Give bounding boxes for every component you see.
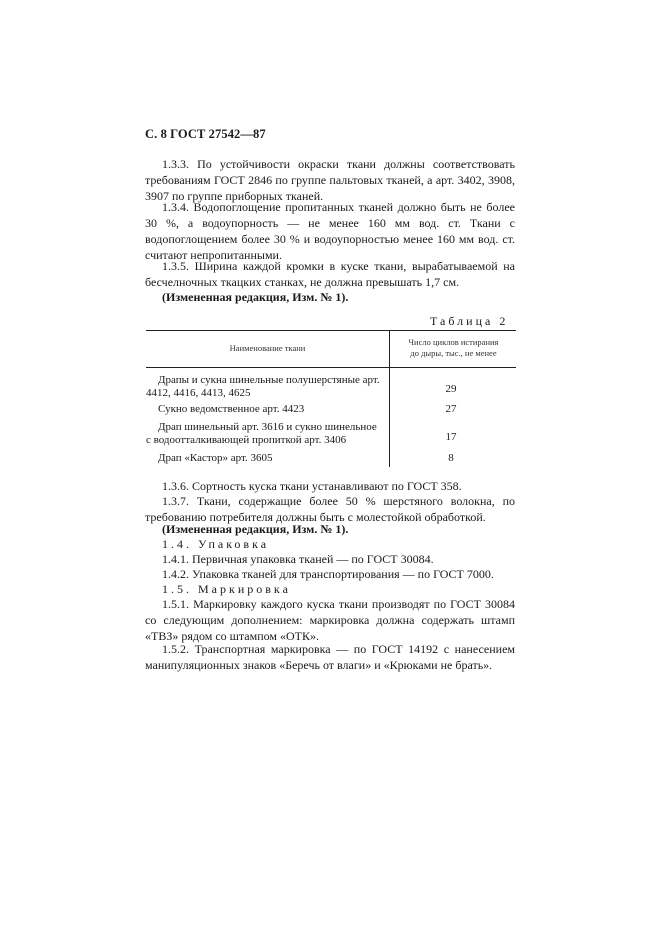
- paragraph-1-3-6: [145, 478, 515, 494]
- table-header-rule: [146, 367, 516, 368]
- row-value: 8: [448, 452, 454, 464]
- revision-text: (Измененная редакция, Изм. № 1).: [162, 290, 349, 304]
- paragraph-text: 1.3.4. Водопоглощение пропитанных тканей должно быть не более 30 %, а водоупорность — не менее 160 мм вод. ст. Ткани с водопоглощением более 30 % и водоупорностью менее 160 мм вод. ст. считают непропитанными.: [145, 200, 515, 262]
- row-name-line: Драпы и сукна шинельные полушерстяные арт.: [158, 374, 380, 386]
- paragraph-text: 1.3.6. Сортность куска ткани устанавливают по ГОСТ 358.: [162, 479, 462, 493]
- abrasion-table: [146, 330, 516, 468]
- table-row: [146, 452, 398, 465]
- row-name-line: с водоотталкивающей пропиткой арт. 3406: [146, 434, 347, 446]
- section-1-5-heading: [145, 581, 515, 597]
- table-header-cycles: [391, 337, 516, 359]
- row-name-line: Драп «Кастор» арт. 3605: [158, 452, 273, 464]
- paragraph-text: 1.4.1. Первичная упаковка тканей — по ГОСТ 30084.: [162, 552, 434, 566]
- row-value: 29: [445, 383, 457, 395]
- paragraph-1-5-2: [145, 641, 515, 673]
- table-header-name: Наименование ткани: [229, 343, 306, 353]
- table-row: [146, 403, 398, 416]
- table-caption: Таблица 2: [430, 314, 509, 328]
- row-value: 17: [445, 431, 457, 443]
- section-heading-text: 1.5. Маркировка: [162, 582, 291, 596]
- section-1-4-heading: [145, 536, 515, 552]
- table-row: [146, 421, 398, 447]
- row-name-line: Сукно ведомственное арт. 4423: [158, 403, 305, 415]
- revision-note: [145, 289, 515, 305]
- table-top-rule: [146, 330, 516, 331]
- paragraph-text: 1.3.5. Ширина каждой кромки в куске ткани, вырабатываемой на бесчелночных ткацких станках, не должна превышать 1,7 см.: [145, 259, 515, 289]
- header-line: Число циклов истирания: [408, 337, 499, 347]
- header-line: до дыры, тыс., не менее: [410, 348, 497, 358]
- paragraph-text: 1.5.1. Маркировку каждого куска ткани производят по ГОСТ 30084 со следующим дополнением: маркировка должна содержать штамп «ТВЗ» рядом со штампом «ОТК».: [145, 597, 515, 643]
- revision-note: [145, 521, 515, 537]
- table-row: [146, 374, 398, 400]
- paragraph-1-5-1: [145, 596, 515, 644]
- paragraph-1-4-1: [145, 551, 515, 567]
- row-value: 27: [445, 403, 457, 415]
- paragraph-text: 1.5.2. Транспортная маркировка — по ГОСТ 14192 с нанесением манипуляционных знаков «Беречь от влаги» и «Крюками не брать».: [145, 642, 515, 672]
- paragraph-1-3-4: [145, 199, 515, 263]
- section-heading-text: 1.4. Упаковка: [162, 537, 270, 551]
- row-name-line: 4412, 4416, 4413, 4625: [146, 387, 251, 399]
- paragraph-text: 1.3.3. По устойчивости окраски ткани должны соответствовать требованиям ГОСТ 2846 по группе пальтовых тканей, а арт. 3402, 3908, 3907 по группе приборных тканей.: [145, 157, 515, 203]
- paragraph-1-4-2: [145, 566, 515, 582]
- paragraph-text: 1.3.7. Ткани, содержащие более 50 % шерстяного волокна, по требованию потребителя должны быть с молестойкой обработкой.: [145, 494, 515, 524]
- paragraph-text: 1.4.2. Упаковка тканей для транспортирования — по ГОСТ 7000.: [162, 567, 494, 581]
- revision-text: (Измененная редакция, Изм. № 1).: [162, 522, 349, 536]
- row-name-line: Драп шинельный арт. 3616 и сукно шинельное: [158, 421, 377, 433]
- paragraph-1-3-5: [145, 258, 515, 290]
- page-header: С. 8 ГОСТ 27542—87: [145, 127, 266, 141]
- paragraph-1-3-3: [145, 156, 515, 204]
